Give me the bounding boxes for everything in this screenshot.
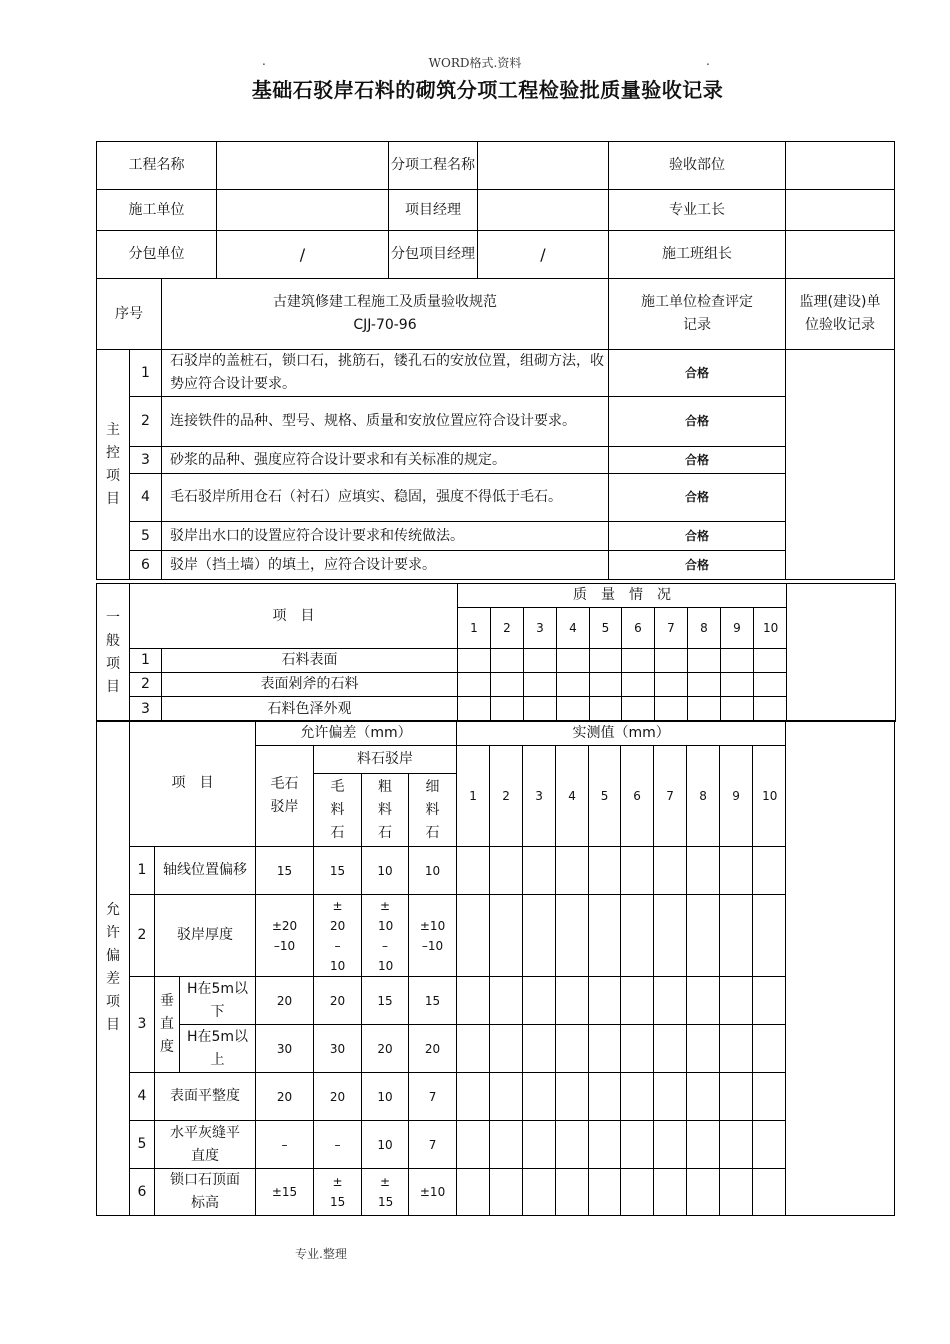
quality-cell[interactable]	[655, 673, 688, 697]
measured-cell[interactable]	[753, 1121, 786, 1169]
rough-value: ± 15	[362, 1169, 409, 1216]
rubble-value: 15	[256, 847, 314, 895]
main-item-result[interactable]: 合格	[609, 350, 786, 397]
quality-col: 10	[754, 608, 787, 649]
construction-unit-label: 施工单位	[97, 190, 217, 231]
quality-cell[interactable]	[754, 649, 787, 673]
measured-cell[interactable]	[687, 1073, 720, 1121]
project-manager-value[interactable]	[478, 190, 609, 231]
rubble-value: 20	[256, 1073, 314, 1121]
measured-cell[interactable]	[687, 1025, 720, 1073]
quality-cell[interactable]	[491, 673, 524, 697]
general-item-no: 1	[130, 649, 162, 673]
coarse-value: 20	[314, 1073, 362, 1121]
main-item-result[interactable]: 合格	[609, 447, 786, 474]
fine-value: ±10	[409, 1169, 457, 1216]
quality-col: 5	[590, 608, 622, 649]
main-supervision-cell[interactable]	[786, 350, 895, 580]
rubble-label: 毛石驳岸	[256, 746, 314, 847]
measured-cell[interactable]	[490, 1121, 523, 1169]
measured-col: 10	[753, 746, 786, 847]
quality-cell[interactable]	[458, 649, 491, 673]
quality-cell[interactable]	[458, 697, 491, 722]
deviation-item-name: 水平灰缝平直度	[155, 1121, 256, 1169]
rubble-value: 20	[256, 977, 314, 1025]
deviation-item-no: 4	[130, 1073, 155, 1121]
measured-cell[interactable]	[654, 895, 687, 977]
standard-line1: 古建筑修建工程施工及质量验收规范	[273, 294, 497, 310]
measured-col: 1	[457, 746, 490, 847]
quality-cell[interactable]	[655, 697, 688, 722]
standard-title	[162, 279, 609, 350]
rough-value: 10	[362, 847, 409, 895]
fine-value: ±10 –10	[409, 895, 457, 977]
main-item-text: 毛石驳岸所用仓石（衬石）应填实、稳固，强度不得低于毛石。	[162, 474, 609, 522]
fine-value: 10	[409, 847, 457, 895]
measured-cell[interactable]	[589, 847, 621, 895]
page-title: 基础石驳岸石料的砌筑分项工程检验批质量验收记录	[251, 78, 724, 102]
rubble-value: 30	[256, 1025, 314, 1073]
quality-cell[interactable]	[590, 649, 622, 673]
deviation-label: 允许偏差项目	[97, 721, 130, 1216]
main-item-text: 砂浆的品种、强度应符合设计要求和有关标准的规定。	[162, 447, 609, 474]
subcontract-unit-label: 分包单位	[97, 231, 217, 279]
measured-cell[interactable]	[523, 1073, 556, 1121]
deviation-item-name: 驳岸厚度	[155, 895, 256, 977]
measured-cell[interactable]	[457, 895, 490, 977]
quality-cell[interactable]	[688, 649, 721, 673]
seq-label: 序号	[97, 279, 162, 350]
general-item-name: 石料表面	[162, 649, 458, 673]
measured-cell[interactable]	[490, 977, 523, 1025]
measured-cell[interactable]	[490, 1073, 523, 1121]
main-item-result[interactable]: 合格	[609, 397, 786, 447]
allow-header: 允许偏差（mm）	[256, 721, 457, 746]
coarse-value: ± 15	[314, 1169, 362, 1216]
measured-cell[interactable]	[654, 847, 687, 895]
quality-col: 8	[688, 608, 721, 649]
deviation-item-no: 2	[130, 895, 155, 977]
measured-cell[interactable]	[556, 847, 589, 895]
measured-cell[interactable]	[490, 847, 523, 895]
acceptance-part-label: 验收部位	[609, 142, 786, 190]
subproject-value[interactable]	[478, 142, 609, 190]
quality-cell[interactable]	[754, 673, 787, 697]
main-item-text: 石驳岸的盖桩石，锁口石，挑筋石，镂孔石的安放位置，组砌方法，收势应符合设计要求。	[162, 350, 609, 397]
measured-cell[interactable]	[457, 1169, 490, 1216]
measured-cell[interactable]	[654, 977, 687, 1025]
coarse-value: –	[314, 1121, 362, 1169]
footer-note: 专业.整理	[295, 1247, 347, 1261]
quality-col: 7	[655, 608, 688, 649]
measured-header: 实测值（mm）	[457, 721, 786, 746]
quality-cell[interactable]	[688, 673, 721, 697]
main-control-table	[96, 349, 895, 580]
main-item-no: 6	[130, 551, 162, 580]
general-item-no: 3	[130, 697, 162, 722]
fine-value: 20	[409, 1025, 457, 1073]
rough-value: 10	[362, 1121, 409, 1169]
rubble-value: ±20 –10	[256, 895, 314, 977]
quality-cell[interactable]	[754, 697, 787, 722]
subcontract-manager-label: 分包项目经理	[389, 231, 478, 279]
measured-cell[interactable]	[556, 977, 589, 1025]
deviation-item-name: 表面平整度	[155, 1073, 256, 1121]
measured-cell[interactable]	[654, 1121, 687, 1169]
quality-cell[interactable]	[655, 649, 688, 673]
eval-label: 施工单位检查评定记录	[609, 279, 786, 350]
general-item-name: 表面剁斧的石料	[162, 673, 458, 697]
measured-cell[interactable]	[753, 847, 786, 895]
measured-cell[interactable]	[621, 1025, 654, 1073]
general-supervision-cell[interactable]	[787, 584, 896, 722]
team-leader-label: 施工班组长	[609, 231, 786, 279]
general-items-table	[96, 583, 896, 722]
deviation-item-no: 6	[130, 1169, 155, 1216]
measured-cell[interactable]	[621, 1073, 654, 1121]
measured-cell[interactable]	[457, 847, 490, 895]
measured-cell[interactable]	[589, 1169, 621, 1216]
header-note: WORD格式.资料	[428, 56, 522, 70]
quality-cell[interactable]	[721, 697, 754, 722]
rough-value: 20	[362, 1025, 409, 1073]
measured-cell[interactable]	[457, 1025, 490, 1073]
acceptance-part-value[interactable]	[786, 142, 895, 190]
quality-col: 3	[524, 608, 557, 649]
measured-col: 5	[589, 746, 621, 847]
measured-cell[interactable]	[457, 1121, 490, 1169]
deviation-item-name: H在5m以上	[180, 1025, 256, 1073]
quality-col: 9	[721, 608, 754, 649]
measured-col: 4	[556, 746, 589, 847]
measured-cell[interactable]	[753, 977, 786, 1025]
measured-cell[interactable]	[490, 895, 523, 977]
measured-cell[interactable]	[621, 847, 654, 895]
quality-cell[interactable]	[524, 697, 557, 722]
rubble-value: –	[256, 1121, 314, 1169]
measured-cell[interactable]	[720, 1025, 753, 1073]
quality-col: 2	[491, 608, 524, 649]
measured-cell[interactable]	[621, 895, 654, 977]
quality-cell[interactable]	[590, 697, 622, 722]
project-name-value[interactable]	[217, 142, 389, 190]
rough-label: 粗料石	[362, 774, 409, 847]
measured-cell[interactable]	[523, 1121, 556, 1169]
general-item-name: 石料色泽外观	[162, 697, 458, 722]
quality-col: 1	[458, 608, 491, 649]
measured-cell[interactable]	[687, 847, 720, 895]
vertical-label: 垂直度	[155, 977, 180, 1073]
measured-cell[interactable]	[556, 895, 589, 977]
coarse-value: 20	[314, 977, 362, 1025]
main-item-no: 5	[130, 522, 162, 551]
measured-cell[interactable]	[720, 895, 753, 977]
main-item-result[interactable]: 合格	[609, 474, 786, 522]
quality-cell[interactable]	[622, 673, 655, 697]
measured-cell[interactable]	[687, 1121, 720, 1169]
measured-cell[interactable]	[720, 847, 753, 895]
rubble-value: ±15	[256, 1169, 314, 1216]
quality-cell[interactable]	[491, 697, 524, 722]
fine-value: 7	[409, 1121, 457, 1169]
subcontract-manager-value[interactable]: /	[478, 231, 609, 279]
quality-cell[interactable]	[721, 649, 754, 673]
main-item-result[interactable]: 合格	[609, 551, 786, 580]
header-dot-right: .	[706, 54, 710, 68]
quality-cell[interactable]	[524, 673, 557, 697]
measured-col: 9	[720, 746, 753, 847]
measured-cell[interactable]	[654, 1169, 687, 1216]
measured-cell[interactable]	[720, 1121, 753, 1169]
measured-cell[interactable]	[753, 895, 786, 977]
project-name-label: 工程名称	[97, 142, 217, 190]
supervision-label: 监理(建设)单位验收记录	[786, 279, 895, 350]
deviation-item-name: 锁口石顶面标高	[155, 1169, 256, 1216]
main-item-no: 4	[130, 474, 162, 522]
deviation-table	[96, 720, 895, 1216]
measured-cell[interactable]	[523, 977, 556, 1025]
quality-header: 质 量 情 况	[458, 584, 787, 608]
measured-cell[interactable]	[720, 1073, 753, 1121]
measured-cell[interactable]	[523, 1169, 556, 1216]
quality-cell[interactable]	[458, 673, 491, 697]
measured-cell[interactable]	[556, 1121, 589, 1169]
standard-line2: CJJ-70-96	[353, 317, 417, 333]
measured-cell[interactable]	[523, 895, 556, 977]
deviation-supervision-cell[interactable]	[786, 721, 895, 1216]
general-item-header: 项 目	[130, 584, 458, 649]
measured-cell[interactable]	[457, 1073, 490, 1121]
quality-cell[interactable]	[557, 649, 590, 673]
ashlar-label: 料石驳岸	[314, 746, 457, 774]
main-item-no: 2	[130, 397, 162, 447]
quality-cell[interactable]	[721, 673, 754, 697]
measured-cell[interactable]	[556, 1025, 589, 1073]
measured-cell[interactable]	[753, 1169, 786, 1216]
measured-cell[interactable]	[589, 977, 621, 1025]
measured-col: 6	[621, 746, 654, 847]
main-item-no: 1	[130, 350, 162, 397]
measured-cell[interactable]	[556, 1169, 589, 1216]
measured-cell[interactable]	[589, 895, 621, 977]
measured-cell[interactable]	[654, 1025, 687, 1073]
measured-cell[interactable]	[556, 1073, 589, 1121]
measured-cell[interactable]	[753, 1073, 786, 1121]
team-leader-value[interactable]	[786, 231, 895, 279]
main-item-text: 连接铁件的品种、型号、规格、质量和安放位置应符合设计要求。	[162, 397, 609, 447]
quality-cell[interactable]	[622, 649, 655, 673]
rough-value: 15	[362, 977, 409, 1025]
general-item-no: 2	[130, 673, 162, 697]
coarse-value: 15	[314, 847, 362, 895]
main-control-label: 主控项目	[97, 350, 130, 580]
measured-cell[interactable]	[654, 1073, 687, 1121]
measured-cell[interactable]	[621, 1121, 654, 1169]
coarse-value: 30	[314, 1025, 362, 1073]
header-dot-left: .	[262, 54, 266, 68]
quality-cell[interactable]	[590, 673, 622, 697]
project-info-table	[96, 141, 895, 279]
measured-cell[interactable]	[621, 1169, 654, 1216]
measured-cell[interactable]	[490, 1169, 523, 1216]
measured-cell[interactable]	[621, 977, 654, 1025]
quality-cell[interactable]	[491, 649, 524, 673]
rough-value: ± 10 – 10	[362, 895, 409, 977]
rough-value: 10	[362, 1073, 409, 1121]
measured-cell[interactable]	[720, 977, 753, 1025]
project-manager-label: 项目经理	[389, 190, 478, 231]
measured-cell[interactable]	[687, 1169, 720, 1216]
measured-col: 8	[687, 746, 720, 847]
measured-col: 7	[654, 746, 687, 847]
measured-cell[interactable]	[687, 895, 720, 977]
deviation-item-name: 轴线位置偏移	[155, 847, 256, 895]
quality-col: 6	[622, 608, 655, 649]
measured-col: 2	[490, 746, 523, 847]
subproject-label: 分项工程名称	[389, 142, 478, 190]
deviation-item-no: 1	[130, 847, 155, 895]
measured-cell[interactable]	[490, 1025, 523, 1073]
general-label: 一般项目	[97, 584, 130, 722]
measured-cell[interactable]	[457, 977, 490, 1025]
measured-col: 3	[523, 746, 556, 847]
deviation-item-name: H在5m以下	[180, 977, 256, 1025]
main-item-text: 驳岸出水口的设置应符合设计要求和传统做法。	[162, 522, 609, 551]
fine-label: 细料石	[409, 774, 457, 847]
foreman-label: 专业工长	[609, 190, 786, 231]
coarse-value: ± 20 – 10	[314, 895, 362, 977]
measured-cell[interactable]	[589, 1073, 621, 1121]
quality-col: 4	[557, 608, 590, 649]
main-item-text: 驳岸（挡土墙）的填土，应符合设计要求。	[162, 551, 609, 580]
measured-cell[interactable]	[589, 1121, 621, 1169]
main-item-no: 3	[130, 447, 162, 474]
quality-cell[interactable]	[557, 697, 590, 722]
fine-value: 7	[409, 1073, 457, 1121]
main-item-result[interactable]: 合格	[609, 522, 786, 551]
quality-cell[interactable]	[524, 649, 557, 673]
subcontract-unit-value[interactable]: /	[217, 231, 389, 279]
measured-cell[interactable]	[687, 977, 720, 1025]
deviation-item-no: 3	[130, 977, 155, 1073]
measured-cell[interactable]	[523, 1025, 556, 1073]
construction-unit-value[interactable]	[217, 190, 389, 231]
measured-cell[interactable]	[753, 1025, 786, 1073]
quality-cell[interactable]	[557, 673, 590, 697]
quality-cell[interactable]	[622, 697, 655, 722]
fine-value: 15	[409, 977, 457, 1025]
foreman-value[interactable]	[786, 190, 895, 231]
coarse-label: 毛料石	[314, 774, 362, 847]
deviation-item-no: 5	[130, 1121, 155, 1169]
quality-cell[interactable]	[688, 697, 721, 722]
standard-header-table	[96, 278, 895, 350]
deviation-item-header: 项 目	[130, 721, 256, 847]
measured-cell[interactable]	[589, 1025, 621, 1073]
measured-cell[interactable]	[720, 1169, 753, 1216]
measured-cell[interactable]	[523, 847, 556, 895]
